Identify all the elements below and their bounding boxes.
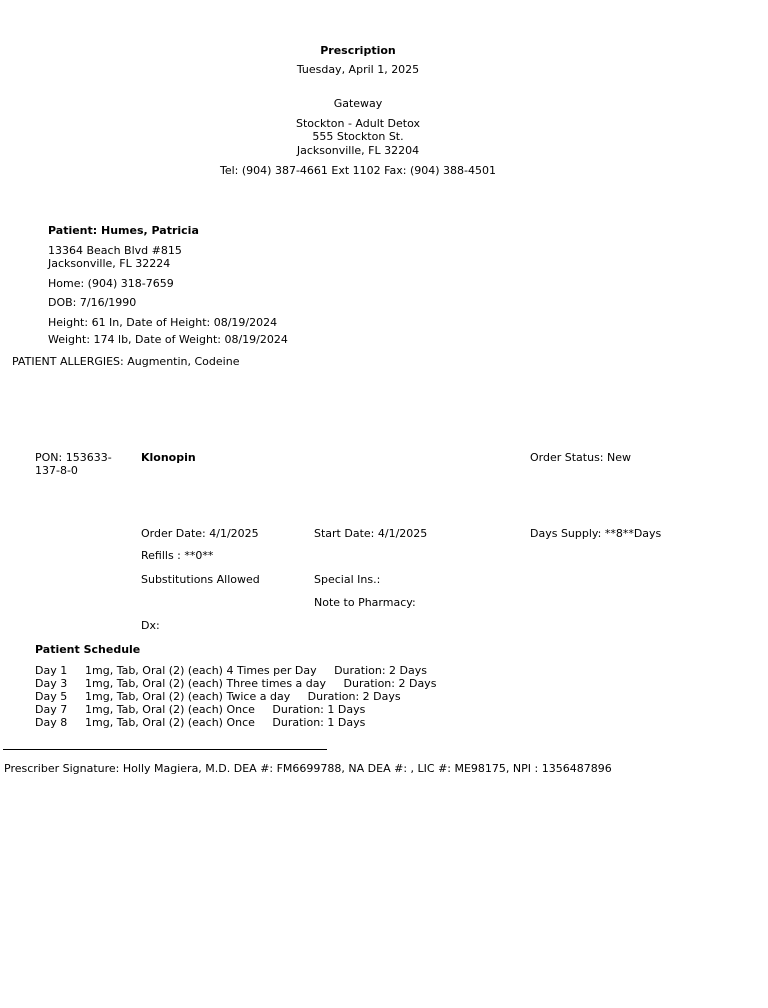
schedule-description: 1mg, Tab, Oral (2) (each) Once Duration: 1 Days bbox=[85, 716, 366, 729]
signature-line bbox=[3, 749, 327, 750]
schedule-day: Day 3 bbox=[35, 677, 68, 690]
schedule-heading: Patient Schedule bbox=[35, 643, 141, 656]
patient-height: Height: 61 In, Date of Height: 08/19/2024 bbox=[48, 316, 278, 329]
patient-name: Patient: Humes, Patricia bbox=[48, 224, 199, 237]
order-status: Order Status: New bbox=[530, 451, 632, 464]
days-supply: Days Supply: **8**Days bbox=[530, 527, 662, 540]
facility-name: Stockton - Adult Detox bbox=[295, 117, 421, 130]
organization-name: Gateway bbox=[333, 97, 383, 110]
refills: Refills : **0** bbox=[141, 549, 214, 562]
patient-home-phone: Home: (904) 318-7659 bbox=[48, 277, 174, 290]
prescriber-signature: Prescriber Signature: Holly Magiera, M.D. DEA #: FM6699788, NA DEA #: , LIC #: ME98175, NPI : 1356487896 bbox=[4, 762, 612, 775]
patient-allergies: PATIENT ALLERGIES: Augmentin, Codeine bbox=[12, 355, 240, 368]
note-to-pharmacy: Note to Pharmacy: bbox=[314, 596, 416, 609]
schedule-description: 1mg, Tab, Oral (2) (each) Once Duration: 1 Days bbox=[85, 703, 366, 716]
facility-address-line2: Jacksonville, FL 32204 bbox=[296, 144, 420, 157]
schedule-row bbox=[0, 664, 716, 677]
schedule-row bbox=[0, 677, 716, 690]
patient-address-line1: 13364 Beach Blvd #815 bbox=[48, 244, 182, 257]
facility-contact: Tel: (904) 387-4661 Ext 1102 Fax: (904) 388-4501 bbox=[220, 164, 496, 177]
schedule-row bbox=[0, 716, 716, 729]
drug-name: Klonopin bbox=[141, 451, 196, 464]
schedule-row bbox=[0, 703, 716, 716]
schedule-day: Day 5 bbox=[35, 690, 68, 703]
schedule-day: Day 1 bbox=[35, 664, 68, 677]
schedule-description: 1mg, Tab, Oral (2) (each) Three times a day Duration: 2 Days bbox=[85, 677, 437, 690]
patient-address-line2: Jacksonville, FL 32224 bbox=[48, 257, 171, 270]
substitutions: Substitutions Allowed bbox=[141, 573, 260, 586]
patient-weight: Weight: 174 lb, Date of Weight: 08/19/2024 bbox=[48, 333, 288, 346]
schedule-description: 1mg, Tab, Oral (2) (each) 4 Times per Day Duration: 2 Days bbox=[85, 664, 428, 677]
pon-number-line2: 137-8-0 bbox=[35, 464, 78, 477]
schedule-day: Day 8 bbox=[35, 716, 68, 729]
schedule-description: 1mg, Tab, Oral (2) (each) Twice a day Duration: 2 Days bbox=[85, 690, 401, 703]
special-instructions: Special Ins.: bbox=[314, 573, 381, 586]
start-date: Start Date: 4/1/2025 bbox=[314, 527, 428, 540]
document-date: Tuesday, April 1, 2025 bbox=[296, 63, 420, 76]
pon-number-line1: PON: 153633- bbox=[35, 451, 112, 464]
document-title: Prescription bbox=[320, 44, 396, 57]
order-date: Order Date: 4/1/2025 bbox=[141, 527, 259, 540]
schedule-day: Day 7 bbox=[35, 703, 68, 716]
schedule-row bbox=[0, 690, 716, 703]
patient-dob: DOB: 7/16/1990 bbox=[48, 296, 137, 309]
diagnosis: Dx: bbox=[141, 619, 160, 632]
facility-address-line1: 555 Stockton St. bbox=[312, 130, 404, 143]
